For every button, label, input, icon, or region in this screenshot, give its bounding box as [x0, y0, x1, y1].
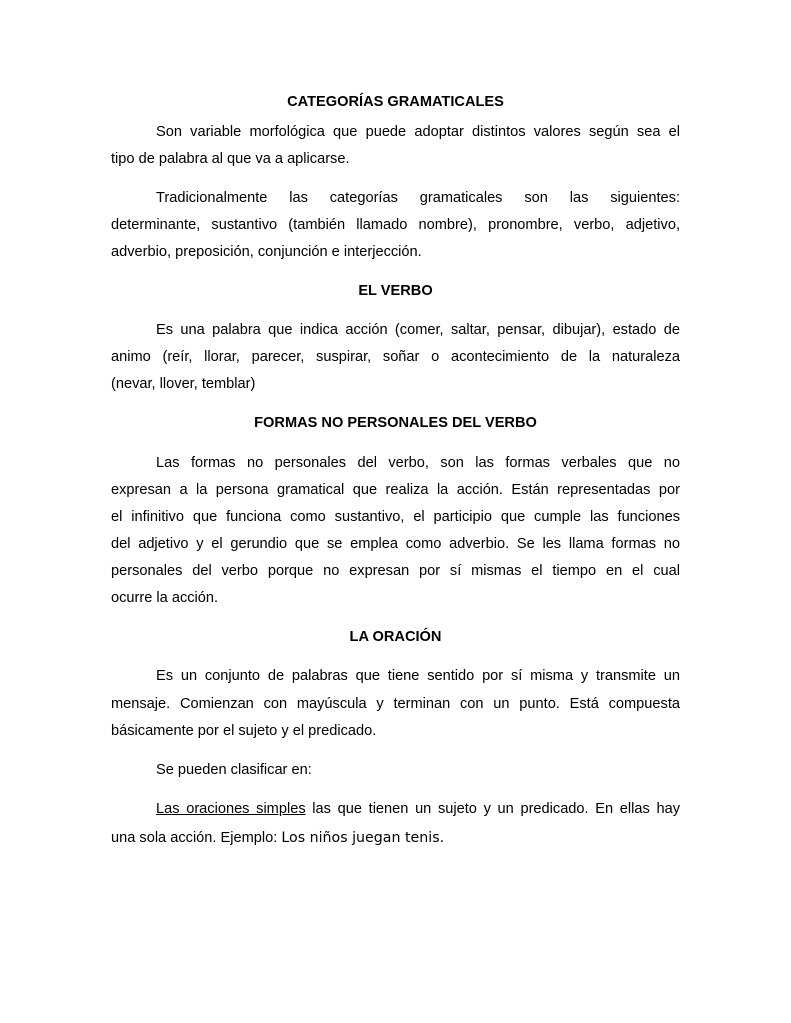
- paragraph-line: Tradicionalmente las categorías gramaticales son las siguientes:: [156, 190, 680, 206]
- paragraph-line: [156, 799, 680, 819]
- oracion-heading: LA ORACIÓN: [349, 629, 442, 645]
- paragraph-line: Se pueden clasificar en:: [156, 762, 312, 778]
- verbo-heading: EL VERBO: [358, 283, 433, 299]
- paragraph-line: [111, 828, 680, 848]
- paragraph-line: tipo de palabra al que va a aplicarse.: [111, 151, 350, 167]
- sentence-text: las que tienen un sujeto y un predicado. En ellas hay: [305, 801, 680, 817]
- paragraph-line: (nevar, llover, temblar): [111, 376, 256, 392]
- paragraph-line: determinante, sustantivo (también llamado nombre), pronombre, verbo, adjetivo,: [111, 217, 680, 233]
- example-sentence: Los niños juegan tenis.: [281, 830, 445, 846]
- paragraph-line: personales del verbo porque no expresan por sí mismas el tiempo en el cual: [111, 563, 680, 579]
- paragraph-line: básicamente por el sujeto y el predicado.: [111, 723, 377, 739]
- paragraph-line: adverbio, preposición, conjunción e interjección.: [111, 244, 422, 260]
- paragraph-line: ocurre la acción.: [111, 590, 219, 606]
- paragraph-line: el infinitivo que funciona como sustantivo, el participio que cumple las funciones: [111, 509, 680, 525]
- paragraph-line: del adjetivo y el gerundio que se emplea como adverbio. Se les llama formas no: [111, 536, 680, 552]
- title-heading: CATEGORÍAS GRAMATICALES: [287, 94, 504, 110]
- underlined-term: Las oraciones simples: [156, 801, 306, 817]
- paragraph-line: Es un conjunto de palabras que tiene sentido por sí misma y transmite un: [156, 668, 680, 684]
- paragraph-line: Son variable morfológica que puede adoptar distintos valores según sea el: [156, 124, 680, 140]
- paragraph-line: mensaje. Comienzan con mayúscula y terminan con un punto. Está compuesta: [111, 696, 680, 712]
- paragraph-line: expresan a la persona gramatical que realiza la acción. Están representadas por: [111, 482, 680, 498]
- sentence-text: una sola acción. Ejemplo:: [111, 830, 282, 846]
- paragraph-line: animo (reír, llorar, parecer, suspirar, soñar o acontecimiento de la naturaleza: [111, 349, 680, 365]
- paragraph-line: Es una palabra que indica acción (comer, saltar, pensar, dibujar), estado de: [156, 322, 680, 338]
- formas-heading: FORMAS NO PERSONALES DEL VERBO: [254, 415, 537, 431]
- paragraph-line: Las formas no personales del verbo, son las formas verbales que no: [156, 455, 680, 471]
